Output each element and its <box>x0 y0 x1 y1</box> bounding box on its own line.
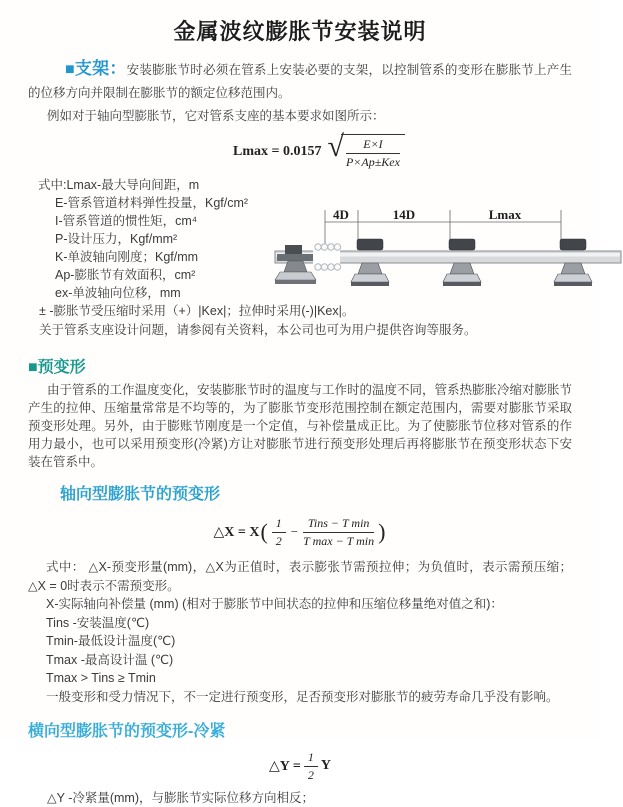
support-intro-text: 安装膨胀节时必须在管系上安装必要的支架，以控制管系的变形在膨胀节上产生的位移方向并限制在膨胀节的额定位移范围内。 <box>28 63 572 100</box>
definition-line: Ap-膨胀节有效面积，cm² <box>55 268 196 282</box>
section-marker-icon: ■ <box>65 61 75 78</box>
lmax-fraction <box>346 137 400 170</box>
pipe-support-diagram <box>273 206 623 298</box>
lmax-formula <box>233 130 572 170</box>
support-example-line: 例如对于轴向型膨胀节，它对管系支座的基本要求如图所示： <box>47 109 385 123</box>
definition-line: 式中:Lmax-最大导向间距，m <box>38 178 200 192</box>
axial-note-line: 一般变形和受力情况下，不一定进行预变形，足否预变形对膨胀节的疲劳寿命几乎没有影响。 <box>46 689 559 704</box>
half-numerator: 1 <box>272 516 286 533</box>
radical-sign: √ <box>327 130 344 163</box>
temp-fraction-numerator: Tins − T min <box>303 516 374 533</box>
one-half-fraction <box>272 516 286 549</box>
sqrt-radical <box>327 130 404 170</box>
half-denominator: 2 <box>275 533 282 548</box>
preform-section-heading-row <box>28 354 572 377</box>
dim-label-lmax: Lmax <box>488 207 522 222</box>
axial-note-line: Tmax -最高设计温 (℃) <box>46 652 174 667</box>
temperature-fraction <box>303 516 374 549</box>
lmax-formula-lhs: Lmax = 0.0157 <box>233 144 322 159</box>
axial-formula-lhs: △X = X <box>213 524 260 540</box>
content-area <box>0 57 600 807</box>
lateral-formula-lhs: △Y = <box>269 758 301 774</box>
axial-note-line: 式中： △X-预变形量(mm)，△X为正值时，表示膨张节需预拉伸；为负值时，表示需预压缩；△X = 0时表示不需预变形。 <box>28 560 572 593</box>
preform-section-heading: 预变形 <box>37 359 86 376</box>
half-denominator: 2 <box>307 767 314 782</box>
preform-body-paragraph: 由于管系的工作温度变化，安装膨胀节时的温度与工作时的温度不同，管系热膨胀冷缩对膨胀节产生的拉伸、压缩量常常是不均等的，为了膨胀节变形范围控制在额定范围内，需要对膨胀节采取预变形处理。另外，由于膨账节刚度是一个定值，与补偿量成正比。为了使膨胀节位移对管系的作用力最小，也可以采用预变形(冷紧)方让对膨胀节进行预变形处理后再将膨胀节在预变形状态下安装在管系中。 <box>28 383 573 469</box>
lmax-fraction-numerator: E×I <box>346 137 400 154</box>
dim-label-14d: 14D <box>392 207 416 222</box>
bellows-icon <box>313 244 341 270</box>
axial-note-line: Tmax > Tins ≥ Tmin <box>46 671 156 685</box>
minus-operator: − <box>290 524 299 539</box>
close-paren: ) <box>378 519 386 544</box>
definitions-and-diagram <box>28 176 572 340</box>
axial-note-line: X-实际轴向补偿量 (mm) (相对于膨胀节中间状态的拉伸和压缩位移量绝对值之和)： <box>46 597 503 611</box>
axial-note-line: Tmin-最低设计温度(℃) <box>46 634 176 648</box>
page-title: 金属波纹膨胀节安装说明 <box>173 19 427 44</box>
definition-line: P-设计压力，Kgf/mm² <box>55 232 178 246</box>
temp-fraction-denominator: T max − T min <box>303 533 375 548</box>
definition-line: K-单波轴向刚度；Kgf/mm <box>55 250 199 264</box>
lateral-preform-formula <box>28 751 572 781</box>
axial-subsection-heading: 轴向型膨胀节的预变形 <box>60 486 221 503</box>
open-paren: ( <box>260 519 268 544</box>
axial-preform-formula <box>28 514 572 550</box>
support-intro-paragraph <box>28 57 572 105</box>
section-marker-icon: ■ <box>28 359 38 376</box>
dim-label-4d: 4D <box>333 207 349 222</box>
kex-sign-note: ± -膨胀节受压缩时采用（+）|Kex|；拉伸时采用(-)|Kex|。 <box>39 304 355 318</box>
lmax-fraction-denominator: P×Ap±Kex <box>345 155 400 169</box>
lateral-formula-rhs: Y <box>320 758 331 773</box>
axial-note-line: Tins -安装温度(℃) <box>46 615 150 630</box>
half-numerator: 1 <box>304 750 318 767</box>
one-half-fraction <box>304 750 318 783</box>
lateral-note-line: △Y -冷紧量(mm)，与膨胀节实际位移方向相反； <box>47 791 315 805</box>
definition-line: E-管系管道材料弹性投量，Kgf/cm² <box>55 196 249 210</box>
lateral-subsection-heading: 横向型膨胀节的预变形-冷紧 <box>28 723 226 740</box>
definition-line: ex-单波轴向位移，mm <box>55 286 181 300</box>
support-consulting-note: 关于管系支座设计问题，请参阅有关资料，本公司也可为用户提供咨询等服务。 <box>39 323 477 337</box>
definition-line: I-管系管道的惯性矩，cm⁴ <box>55 214 198 228</box>
support-section-heading: 支架： <box>74 59 127 78</box>
